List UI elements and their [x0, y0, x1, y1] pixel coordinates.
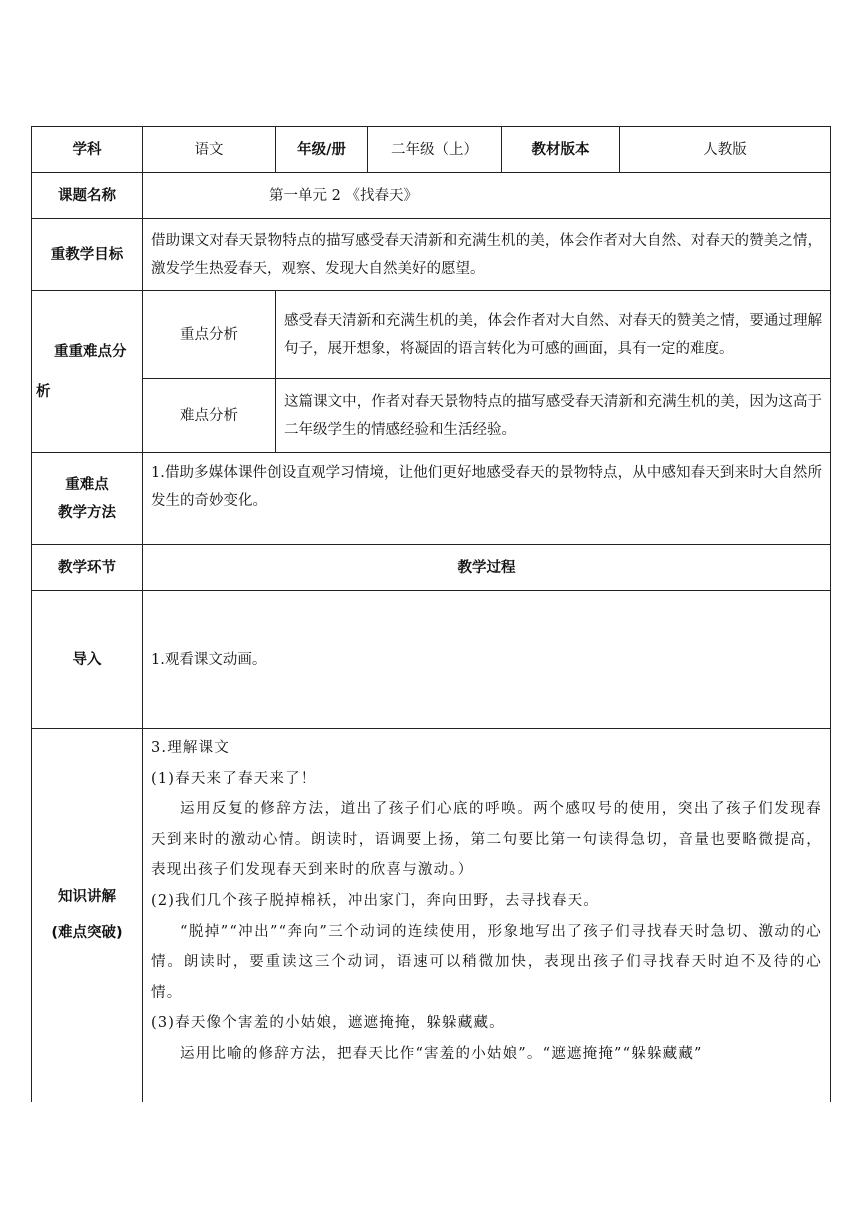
knowledge-label-line2: (难点突破) — [51, 925, 123, 942]
lesson-plan-table — [31, 126, 831, 1102]
intro-label: 导入 — [32, 591, 143, 729]
grade-value: 二年级（上） — [368, 127, 502, 173]
knowledge-analysis-3: 运用比喻的修辞方法，把春天比作“害羞的小姑娘”。“遮遮掩掩”“躲躲藏藏” — [180, 1045, 703, 1062]
process-header-row — [32, 545, 831, 591]
analysis-label-line1: 重重难点分 — [54, 343, 127, 360]
method-value: 1.借助多媒体课件创设直观学习情境，让他们更好地感受春天的景物特点，从中感知春天到来时大自然所发生的奇妙变化。 — [143, 453, 831, 545]
process-label: 教学环节 — [32, 545, 143, 591]
knowledge-sentence-1: (1)春天来了春天来了！ — [151, 770, 317, 787]
key-analysis-label: 重点分析 — [143, 291, 276, 379]
knowledge-heading: 3.理解课文 — [151, 740, 231, 756]
method-label — [32, 453, 143, 545]
subject-value: 语文 — [143, 127, 276, 173]
key-analysis-value: 感受春天清新和充满生机的美，体会作者对大自然、对春天的赞美之情，要通过理解句子，展开想象，将凝固的语言转化为可感的画面，具有一定的难度。 — [276, 291, 831, 379]
knowledge-sentence-2: (2)我们几个孩子脱掉棉袄，冲出家门，奔向田野，去寻找春天。 — [151, 892, 600, 909]
edition-label: 教材版本 — [502, 127, 620, 173]
difficult-analysis-label: 难点分析 — [143, 379, 276, 453]
knowledge-label-line1: 知识讲解 — [58, 889, 116, 906]
subject-row — [32, 127, 831, 173]
title-label: 课题名称 — [32, 173, 143, 219]
difficult-analysis-row — [32, 379, 831, 453]
goal-row — [32, 219, 831, 291]
process-value: 教学过程 — [143, 545, 831, 591]
analysis-label-line2: 析 — [36, 383, 51, 400]
method-row — [32, 453, 831, 545]
method-label-line1: 重难点 — [65, 476, 109, 493]
key-analysis-row — [32, 291, 831, 379]
goal-value: 借助课文对春天景物特点的描写感受春天清新和充满生机的美，体会作者对大自然、对春天的赞美之情，激发学生热爱春天，观察、发现大自然美好的愿望。 — [143, 219, 831, 291]
knowledge-sentence-3: (3)春天像个害羞的小姑娘，遮遮掩掩，躲躲藏藏。 — [151, 1015, 505, 1032]
analysis-label — [32, 291, 143, 453]
knowledge-content — [143, 729, 831, 1102]
title-value: 第一单元 2 《找春天》 — [143, 173, 831, 219]
knowledge-label — [32, 729, 143, 1102]
intro-value: 1.观看课文动画。 — [143, 591, 831, 729]
title-row — [32, 173, 831, 219]
knowledge-row — [32, 729, 831, 1102]
subject-label: 学科 — [32, 127, 143, 173]
difficult-analysis-value: 这篇课文中，作者对春天景物特点的描写感受春天清新和充满生机的美，因为这高于二年级学生的情感经验和生活经验。 — [276, 379, 831, 453]
intro-row — [32, 591, 831, 729]
knowledge-analysis-2: “脱掉”“冲出”“奔向”三个动词的连续使用，形象地写出了孩子们寻找春天时急切、激动的心情。朗读时，要重读这三个动词，语速可以稍微加快，表现出孩子们寻找春天时迫不及待的心情。 — [151, 923, 822, 1001]
edition-value: 人教版 — [620, 127, 831, 173]
knowledge-analysis-1: 运用反复的修辞方法，道出了孩子们心底的呼唤。两个感叹号的使用，突出了孩子们发现春天到来时的激动心情。朗读时，语调要上扬，第二句要比第一句读得急切，音量也要略微提高，表现出孩子们发现春天到来时的欣喜与激动。） — [151, 801, 822, 879]
method-label-line2: 教学方法 — [58, 504, 116, 521]
grade-label: 年级/册 — [276, 127, 368, 173]
goal-label: 重教学目标 — [32, 219, 143, 291]
